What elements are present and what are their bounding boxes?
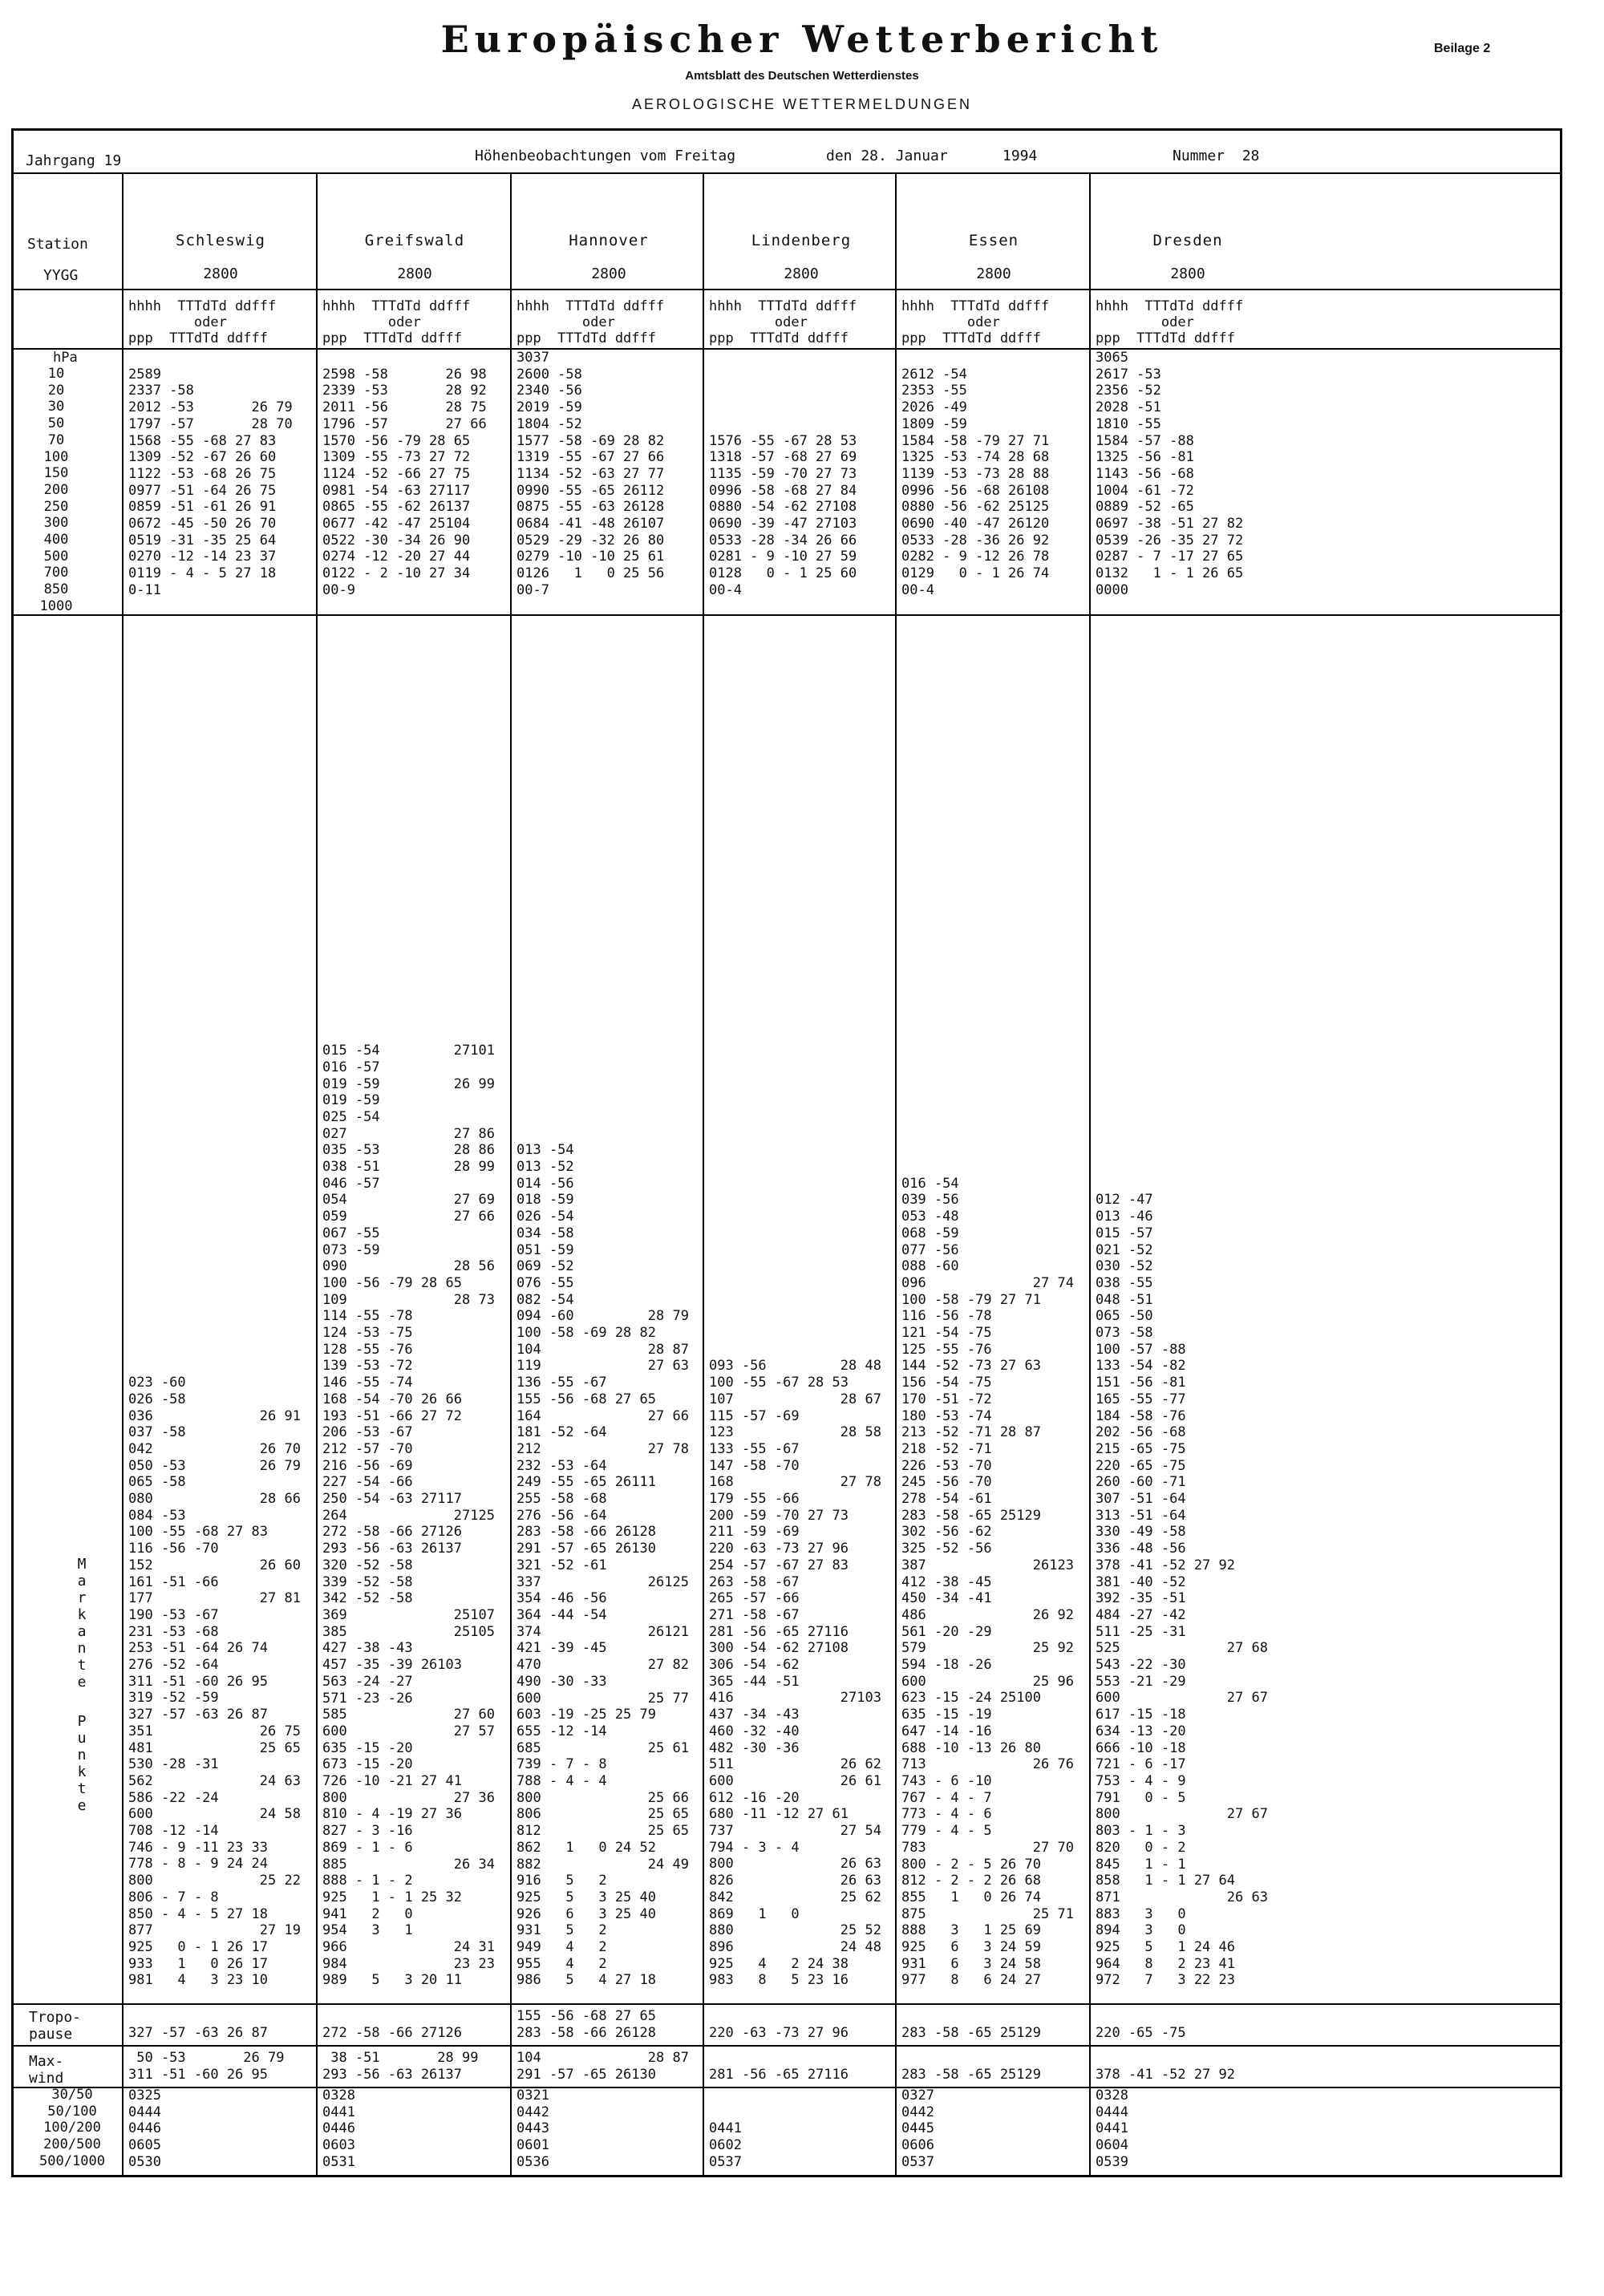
jahrgang-label: Jahrgang 19 [26,152,122,169]
standard-levels: 3065 2617 -53 2356 -52 2028 -51 1810 -55 1584 -57 -88 1325 -56 -81 1143 -56 -68 1004 -61 -72 0889 -52 -65 0697 -38 -51 27 82 0539 -26 -35 27 72 0287 - 7 -17 27 65 0132 1 - 1 26 65 0000 [1096,350,1244,598]
subheader-line-3: ppp TTTdTd ddfff [128,330,268,346]
issue-number: Nummer 28 [1173,148,1260,164]
subheader-line-2: oder [128,314,227,330]
standard-levels: 1576 -55 -67 28 53 1318 -57 -68 27 69 1135 -59 -70 27 73 0996 -58 -68 27 84 0880 -54 -62 27108 0690 -39 -47 27103 0533 -28 -34 26 66 0281 - 9 -10 27 59 0128 0 - 1 25 60 00-4 [709,432,857,598]
subheader-line-1: hhhh TTTdTd ddfff [516,298,665,314]
tropopause-values: 283 -58 -65 25129 [901,2024,1041,2041]
significant-points: 015 -54 27101 016 -57 019 -59 26 99 019 -59 025 -54 027 27 86 035 -53 28 86 038 -51 28 99 046 -57 054 27 69 059 27 66 067 -55 073 -59 090 28 56 100 -56 -79 28 65 109 28 73 114 -55 -78 124 -53 -75 128 -55 -76 139 -53 -72 146 -55 -74 168 -54 -70 26 66 193 -51 -66 27 72 206 -53 -67 212 -57 -70 216 -56 -69 227 -54 -66 250 -54 -63 27117 264 27125 272 -58 -66 27126 293 -56 -63 26137 320 -52 -58 339 -52 -58 342 -52 -58 369 25107 385 25105 427 -38 -43 457 -35 -39 26103 563 -24 -27 571 -23 -26 585 27 60 600 27 57 635 -15 -20 673 -15 -20 726 -10 -21 27 41 800 27 36 810 - 4 -19 27 36 827 - 3 -16 869 - 1 - 6 885 26 34 888 - 1 - 2 925 1 - 1 25 32 941 2 0 954 3 1 966 24 31 984 23 23 989 5 3 20 11 [322,1043,495,1989]
markante-label: M a r k a n t e [77,1556,87,1691]
label-column-divider [122,172,124,2177]
station-column-divider [316,172,318,2177]
station-name: Schleswig [176,232,265,249]
section-title: AEROLOGISCHE WETTERMELDUNGEN [631,96,973,112]
subheader-line-2: oder [1096,314,1194,330]
station-yygg: 2800 [1170,265,1205,282]
station-yygg: 2800 [203,265,238,282]
maxwind-values: 104 28 87 291 -57 -65 26130 [516,2050,689,2083]
page-title: Europäischer Wetterbericht [440,18,1164,61]
bottom-thickness-values: 0441 0602 0537 [709,2120,742,2170]
subheader-line-3: ppp TTTdTd ddfff [322,330,462,346]
observation-title: Höhenbeobachtungen vom Freitag [475,148,736,164]
hpa-label: hPa [53,350,78,366]
page-subtitle: Amtsblatt des Deutschen Wetterdienstes [685,69,919,83]
tropopause-label: Tropo- pause [29,2009,82,2043]
bottom-levels: 30/50 50/100 100/200 200/500 500/1000 [39,2087,105,2169]
subheader-line-2: oder [322,314,421,330]
significant-points: 023 -60 026 -58 036 26 91 037 -58 042 26 70 050 -53 26 79 065 -58 080 28 66 084 -53 100 -55 -68 27 83 116 -56 -70 152 26 60 161 -51 -66 177 27 81 190 -53 -67 231 -53 -68 253 -51 -64 26 74 276 -52 -64 311 -51 -60 26 95 319 -52 -59 327 -57 -63 26 87 351 26 75 481 25 65 530 -28 -31 562 24 63 586 -22 -24 600 24 58 708 -12 -14 746 - 9 -11 23 33 778 - 8 - 9 24 24 800 25 22 806 - 7 - 8 850 - 4 - 5 27 18 877 27 19 925 0 - 1 26 17 933 1 0 26 17 981 4 3 23 10 [128,1375,301,1989]
tropopause-values: 327 -57 -63 26 87 [128,2024,268,2041]
tropopause-values: 220 -65 -75 [1096,2024,1186,2041]
station-yygg: 2800 [976,265,1011,282]
station-header-divider [11,289,1562,290]
pressure-levels: 10 20 30 50 70 100 150 200 250 300 400 500 700 850 1000 [39,366,73,614]
station-yygg: 2800 [591,265,626,282]
station-column-divider [1089,172,1091,2177]
bottom-thickness-values: 0328 0441 0446 0603 0531 [322,2087,355,2170]
subheader-line-2: oder [709,314,808,330]
maxwind-label: Max- wind [29,2053,64,2087]
punkte-label: P u n k t e [77,1713,87,1814]
significant-points: 093 -56 28 48 100 -55 -67 28 53 107 28 67 115 -57 -69 123 28 58 133 -55 -67 147 -58 -70 168 27 78 179 -55 -66 200 -59 -70 27 73 211 -59 -69 220 -63 -73 27 96 254 -57 -67 27 83 263 -58 -67 265 -57 -66 271 -58 -67 281 -56 -65 27116 300 -54 -62 27108 306 -54 -62 365 -44 -51 416 27103 437 -34 -43 460 -32 -40 482 -30 -36 511 26 62 600 26 61 612 -16 -20 680 -11 -12 27 61 737 27 54 794 - 3 - 4 800 26 63 826 26 63 842 25 62 869 1 0 880 25 52 896 24 48 925 4 2 24 38 983 8 5 23 16 [709,1358,881,1989]
station-label: Station [27,236,88,253]
station-yygg: 2800 [784,265,819,282]
subheader-line-1: hhhh TTTdTd ddfff [901,298,1050,314]
maxwind-divider [11,2087,1562,2088]
station-name: Essen [968,232,1019,249]
yygg-label: YYGG [43,267,79,284]
tropopause-values: 155 -56 -68 27 65 283 -58 -66 26128 [516,2008,656,2041]
maxwind-values: 283 -58 -65 25129 [901,2066,1041,2083]
standard-levels-divider [11,614,1562,616]
subheader-line-2: oder [901,314,1000,330]
tropopause-values: 220 -63 -73 27 96 [709,2024,849,2041]
station-column-divider [703,172,704,2177]
bottom-thickness-values: 0328 0444 0441 0604 0539 [1096,2087,1128,2170]
bottom-thickness-values: 0321 0442 0443 0601 0536 [516,2087,549,2170]
station-column-divider [895,172,897,2177]
significant-points: 012 -47 013 -46 015 -57 021 -52 030 -52 038 -55 048 -51 065 -50 073 -58 100 -57 -88 133 -54 -82 151 -56 -81 165 -55 -77 184 -58 -76 202 -56 -68 215 -65 -75 220 -65 -75 260 -60 -71 307 -51 -64 313 -51 -64 330 -49 -58 336 -48 -56 378 -41 -52 27 92 381 -40 -52 392 -35 -51 484 -27 -42 511 -25 -31 525 27 68 543 -22 -30 553 -21 -29 600 27 67 617 -15 -18 634 -13 -20 666 -10 -18 721 - 6 -17 753 - 4 - 9 791 0 - 5 800 27 67 803 - 1 - 3 820 0 - 2 845 1 - 1 858 1 - 1 27 64 871 26 63 883 3 0 894 3 0 925 5 1 24 46 964 8 2 23 41 972 7 3 22 23 [1096,1192,1268,1989]
station-name: Lindenberg [751,232,852,249]
standard-levels: 2589 2337 -58 2012 -53 26 79 1797 -57 28 70 1568 -55 -68 27 83 1309 -52 -67 26 60 1122 -53 -68 26 75 0977 -51 -64 26 75 0859 -51 -61 26 91 0672 -45 -50 26 70 0519 -31 -35 25 64 0270 -12 -14 23 37 0119 - 4 - 5 27 18 0-11 [128,366,293,598]
markante-divider [11,2003,1562,2005]
station-name: Dresden [1152,232,1223,249]
subheader-line-1: hhhh TTTdTd ddfff [128,298,277,314]
station-name: Greifswald [364,232,465,249]
subheader-line-1: hhhh TTTdTd ddfff [1096,298,1244,314]
observation-year: 1994 [1003,148,1038,164]
maxwind-values: 38 -51 28 99 293 -56 -63 26137 [322,2050,479,2083]
station-column-divider [510,172,512,2177]
station-yygg: 2800 [397,265,432,282]
infobar-divider [11,172,1562,174]
subheader-line-1: hhhh TTTdTd ddfff [322,298,471,314]
standard-levels: 3037 2600 -58 2340 -56 2019 -59 1804 -52 1577 -58 -69 28 82 1319 -55 -67 27 66 1134 -52 -63 27 77 0990 -55 -65 26112 0875 -55 -63 26128 0684 -41 -48 26107 0529 -29 -32 26 80 0279 -10 -10 25 61 0126 1 0 25 56 00-7 [516,350,665,598]
maxwind-values: 378 -41 -52 27 92 [1096,2066,1235,2083]
tropopause-divider [11,2045,1562,2047]
bottom-thickness-values: 0325 0444 0446 0605 0530 [128,2087,161,2170]
maxwind-values: 281 -56 -65 27116 [709,2066,849,2083]
subheader-line-3: ppp TTTdTd ddfff [1096,330,1235,346]
significant-points: 016 -54 039 -56 053 -48 068 -59 077 -56 088 -60 096 27 74 100 -58 -79 27 71 116 -56 -78 121 -54 -75 125 -55 -76 144 -52 -73 27 63 156 -54 -75 170 -51 -72 180 -53 -74 213 -52 -71 28 87 218 -52 -71 226 -53 -70 245 -56 -70 278 -54 -61 283 -58 -65 25129 302 -56 -62 325 -52 -56 387 26123 412 -38 -45 450 -34 -41 486 26 92 561 -20 -29 579 25 92 594 -18 -26 600 25 96 623 -15 -24 25100 635 -15 -19 647 -14 -16 688 -10 -13 26 80 713 26 76 743 - 6 -10 767 - 4 - 7 773 - 4 - 6 779 - 4 - 5 783 27 70 800 - 2 - 5 26 70 812 - 2 - 2 26 68 855 1 0 26 74 875 25 71 888 3 1 25 69 925 6 3 24 59 931 6 3 24 58 977 8 6 24 27 [901,1175,1074,1989]
bottom-thickness-values: 0327 0442 0445 0606 0537 [901,2087,934,2170]
tropopause-values: 272 -58 -66 27126 [322,2024,462,2041]
observation-date: den 28. Januar [826,148,948,164]
subheader-line-3: ppp TTTdTd ddfff [901,330,1041,346]
subheader-line-2: oder [516,314,615,330]
standard-levels: 2598 -58 26 98 2339 -53 28 92 2011 -56 28 75 1796 -57 27 66 1570 -56 -79 28 65 1309 -55 -73 27 72 1124 -52 -66 27 75 0981 -54 -63 27117 0865 -55 -62 26137 0677 -42 -47 25104 0522 -30 -34 26 90 0274 -12 -20 27 44 0122 - 2 -10 27 34 00-9 [322,366,487,598]
maxwind-values: 50 -53 26 79 311 -51 -60 26 95 [128,2050,285,2083]
station-name: Hannover [569,232,649,249]
subheader-line-1: hhhh TTTdTd ddfff [709,298,857,314]
standard-levels: 2612 -54 2353 -55 2026 -49 1809 -59 1584 -58 -79 27 71 1325 -53 -74 28 68 1139 -53 -73 28 88 0996 -56 -68 26108 0880 -56 -62 25125 0690 -40 -47 26120 0533 -28 -36 26 92 0282 - 9 -12 26 78 0129 0 - 1 26 74 00-4 [901,366,1050,598]
beilage-label: Beilage 2 [1434,42,1491,55]
significant-points: 013 -54 013 -52 014 -56 018 -59 026 -54 034 -58 051 -59 069 -52 076 -55 082 -54 094 -60 28 79 100 -58 -69 28 82 104 28 87 119 27 63 136 -55 -67 155 -56 -68 27 65 164 27 66 181 -52 -64 212 27 78 232 -53 -64 249 -55 -65 26111 255 -58 -68 276 -56 -64 283 -58 -66 26128 291 -57 -65 26130 321 -52 -61 337 26125 354 -46 -56 364 -44 -54 374 26121 421 -39 -45 470 27 82 490 -30 -33 600 25 77 603 -19 -25 25 79 655 -12 -14 685 25 61 739 - 7 - 8 788 - 4 - 4 800 25 66 806 25 65 812 25 65 862 1 0 24 52 882 24 49 916 5 2 925 5 3 25 40 926 6 3 25 40 931 5 2 949 4 2 955 4 2 986 5 4 27 18 [516,1142,689,1989]
subheader-line-3: ppp TTTdTd ddfff [709,330,849,346]
subheader-line-3: ppp TTTdTd ddfff [516,330,656,346]
